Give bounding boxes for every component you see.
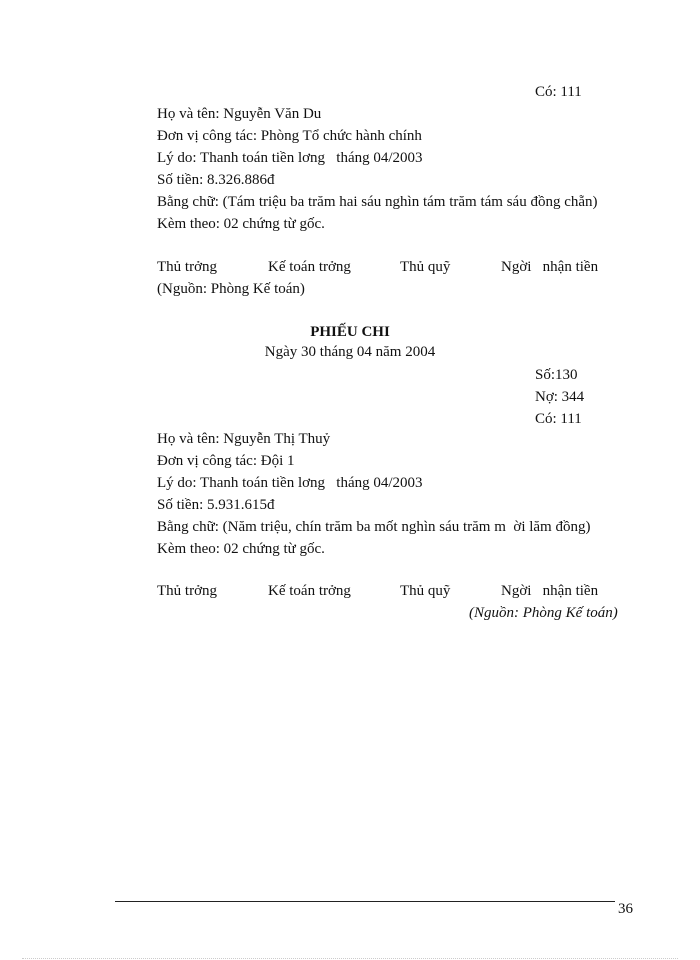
voucher2-amount-in-words: Bằng chữ: (Năm triệu, chín trăm ba mốt nghìn sáu trăm m ời lăm đồng) [157,519,591,535]
voucher2-signature-cashier: Thủ quỹ [400,583,451,599]
voucher1-source: (Nguồn: Phòng Kế toán) [157,281,305,297]
voucher1-attachments: Kèm theo: 02 chứng từ gốc. [157,216,325,232]
voucher1-signature-chief-accountant: Kế toán trởng [268,259,351,275]
voucher2-signature-director: Thủ trởng [157,583,218,599]
voucher1-signature-director: Thủ trởng [157,259,218,275]
voucher1-signature-recipient: Ngời nhận tiền [501,259,599,275]
voucher2-full-name: Họ và tên: Nguyễn Thị Thuỷ [157,431,331,447]
voucher2-attachments: Kèm theo: 02 chứng từ gốc. [157,541,325,557]
voucher1-amount-in-words: Bằng chữ: (Tám triệu ba trăm hai sáu nghìn tám trăm tám sáu đồng chẵn) [157,194,598,210]
voucher2-number: Số:130 [535,367,578,383]
footer-rule [115,901,615,902]
voucher2-debit-account: Nợ: 344 [535,389,585,405]
voucher2-signature-chief-accountant: Kế toán trởng [268,583,351,599]
voucher2-signature-recipient: Ngời nhận tiền [501,583,599,599]
voucher2-title: PHIẾU CHI [310,324,390,340]
voucher1-reason: Lý do: Thanh toán tiền lơng tháng 04/2003 [157,150,423,166]
voucher2-source: (Nguồn: Phòng Kế toán) [469,605,618,621]
voucher1-amount: Số tiền: 8.326.886đ [157,172,275,188]
voucher2-amount: Số tiền: 5.931.615đ [157,497,275,513]
voucher2-credit-account: Có: 111 [535,411,582,427]
voucher1-credit-account: Có: 111 [535,84,582,100]
voucher2-date: Ngày 30 tháng 04 năm 2004 [264,344,436,360]
page-number: 36 [618,901,633,917]
voucher1-full-name: Họ và tên: Nguyễn Văn Du [157,106,322,122]
voucher2-reason: Lý do: Thanh toán tiền lơng tháng 04/2003 [157,475,423,491]
voucher2-work-unit: Đơn vị công tác: Đội 1 [157,453,295,469]
voucher1-work-unit: Đơn vị công tác: Phòng Tổ chức hành chính [157,128,422,144]
voucher1-signature-cashier: Thủ quỹ [400,259,451,275]
page-bottom-border [22,958,678,959]
